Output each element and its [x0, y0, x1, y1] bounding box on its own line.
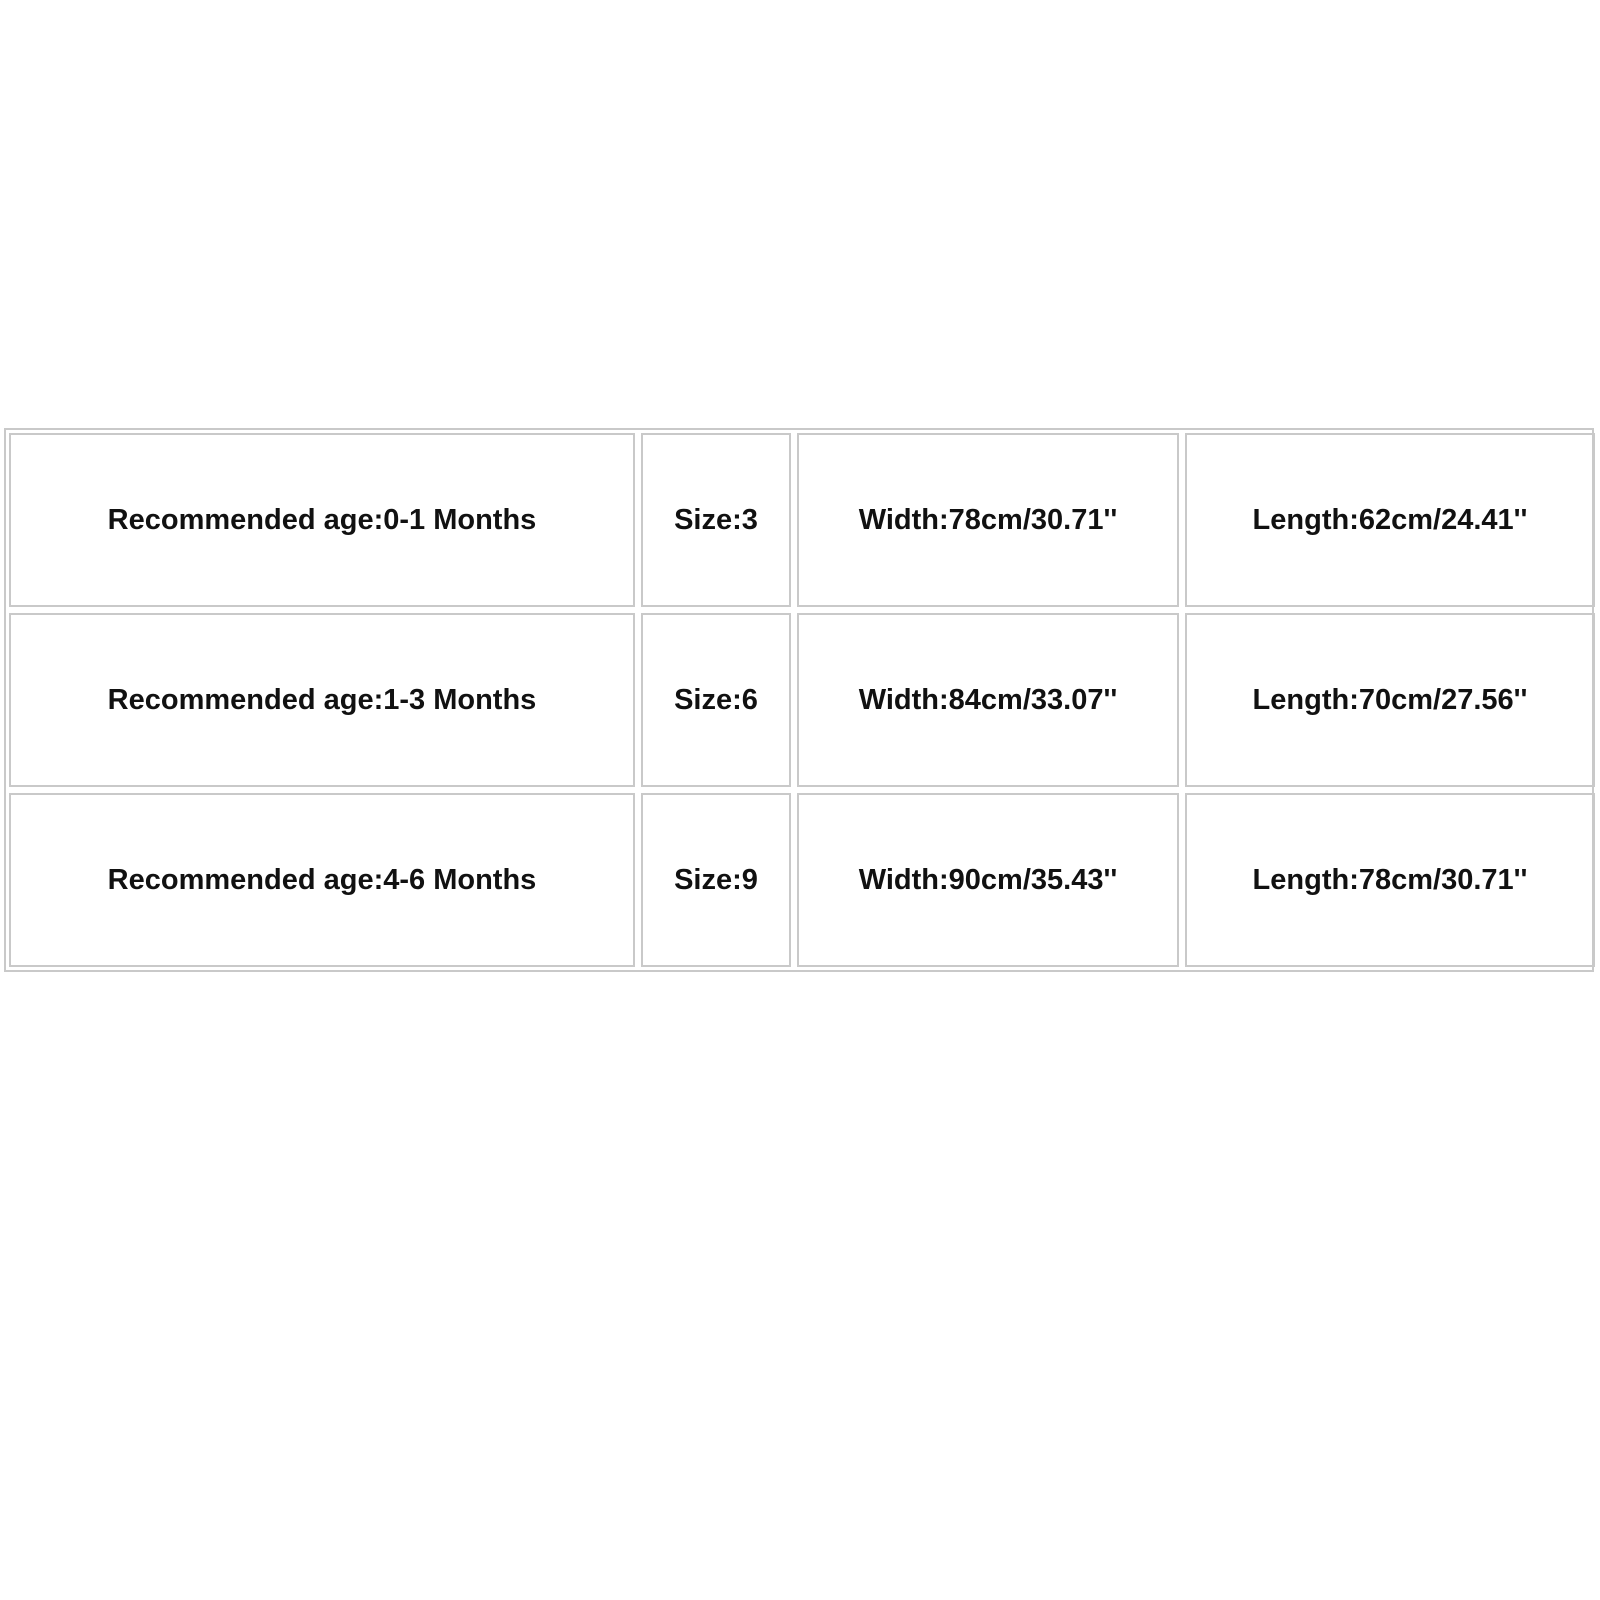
table-row [9, 793, 1595, 967]
width-cell: Width:90cm/35.43'' [797, 793, 1179, 967]
width-cell: Width:78cm/30.71'' [797, 433, 1179, 607]
size-cell: Size:9 [641, 793, 791, 967]
table-row [9, 613, 1595, 787]
size-cell: Size:3 [641, 433, 791, 607]
size-chart [4, 428, 1594, 972]
size-cell: Size:6 [641, 613, 791, 787]
width-cell: Width:84cm/33.07'' [797, 613, 1179, 787]
length-cell: Length:70cm/27.56'' [1185, 613, 1595, 787]
age-cell: Recommended age:4-6 Months [9, 793, 635, 967]
age-cell: Recommended age:1-3 Months [9, 613, 635, 787]
length-cell: Length:78cm/30.71'' [1185, 793, 1595, 967]
table-row [9, 433, 1595, 607]
length-cell: Length:62cm/24.41'' [1185, 433, 1595, 607]
age-cell: Recommended age:0-1 Months [9, 433, 635, 607]
size-chart-table [3, 427, 1600, 973]
